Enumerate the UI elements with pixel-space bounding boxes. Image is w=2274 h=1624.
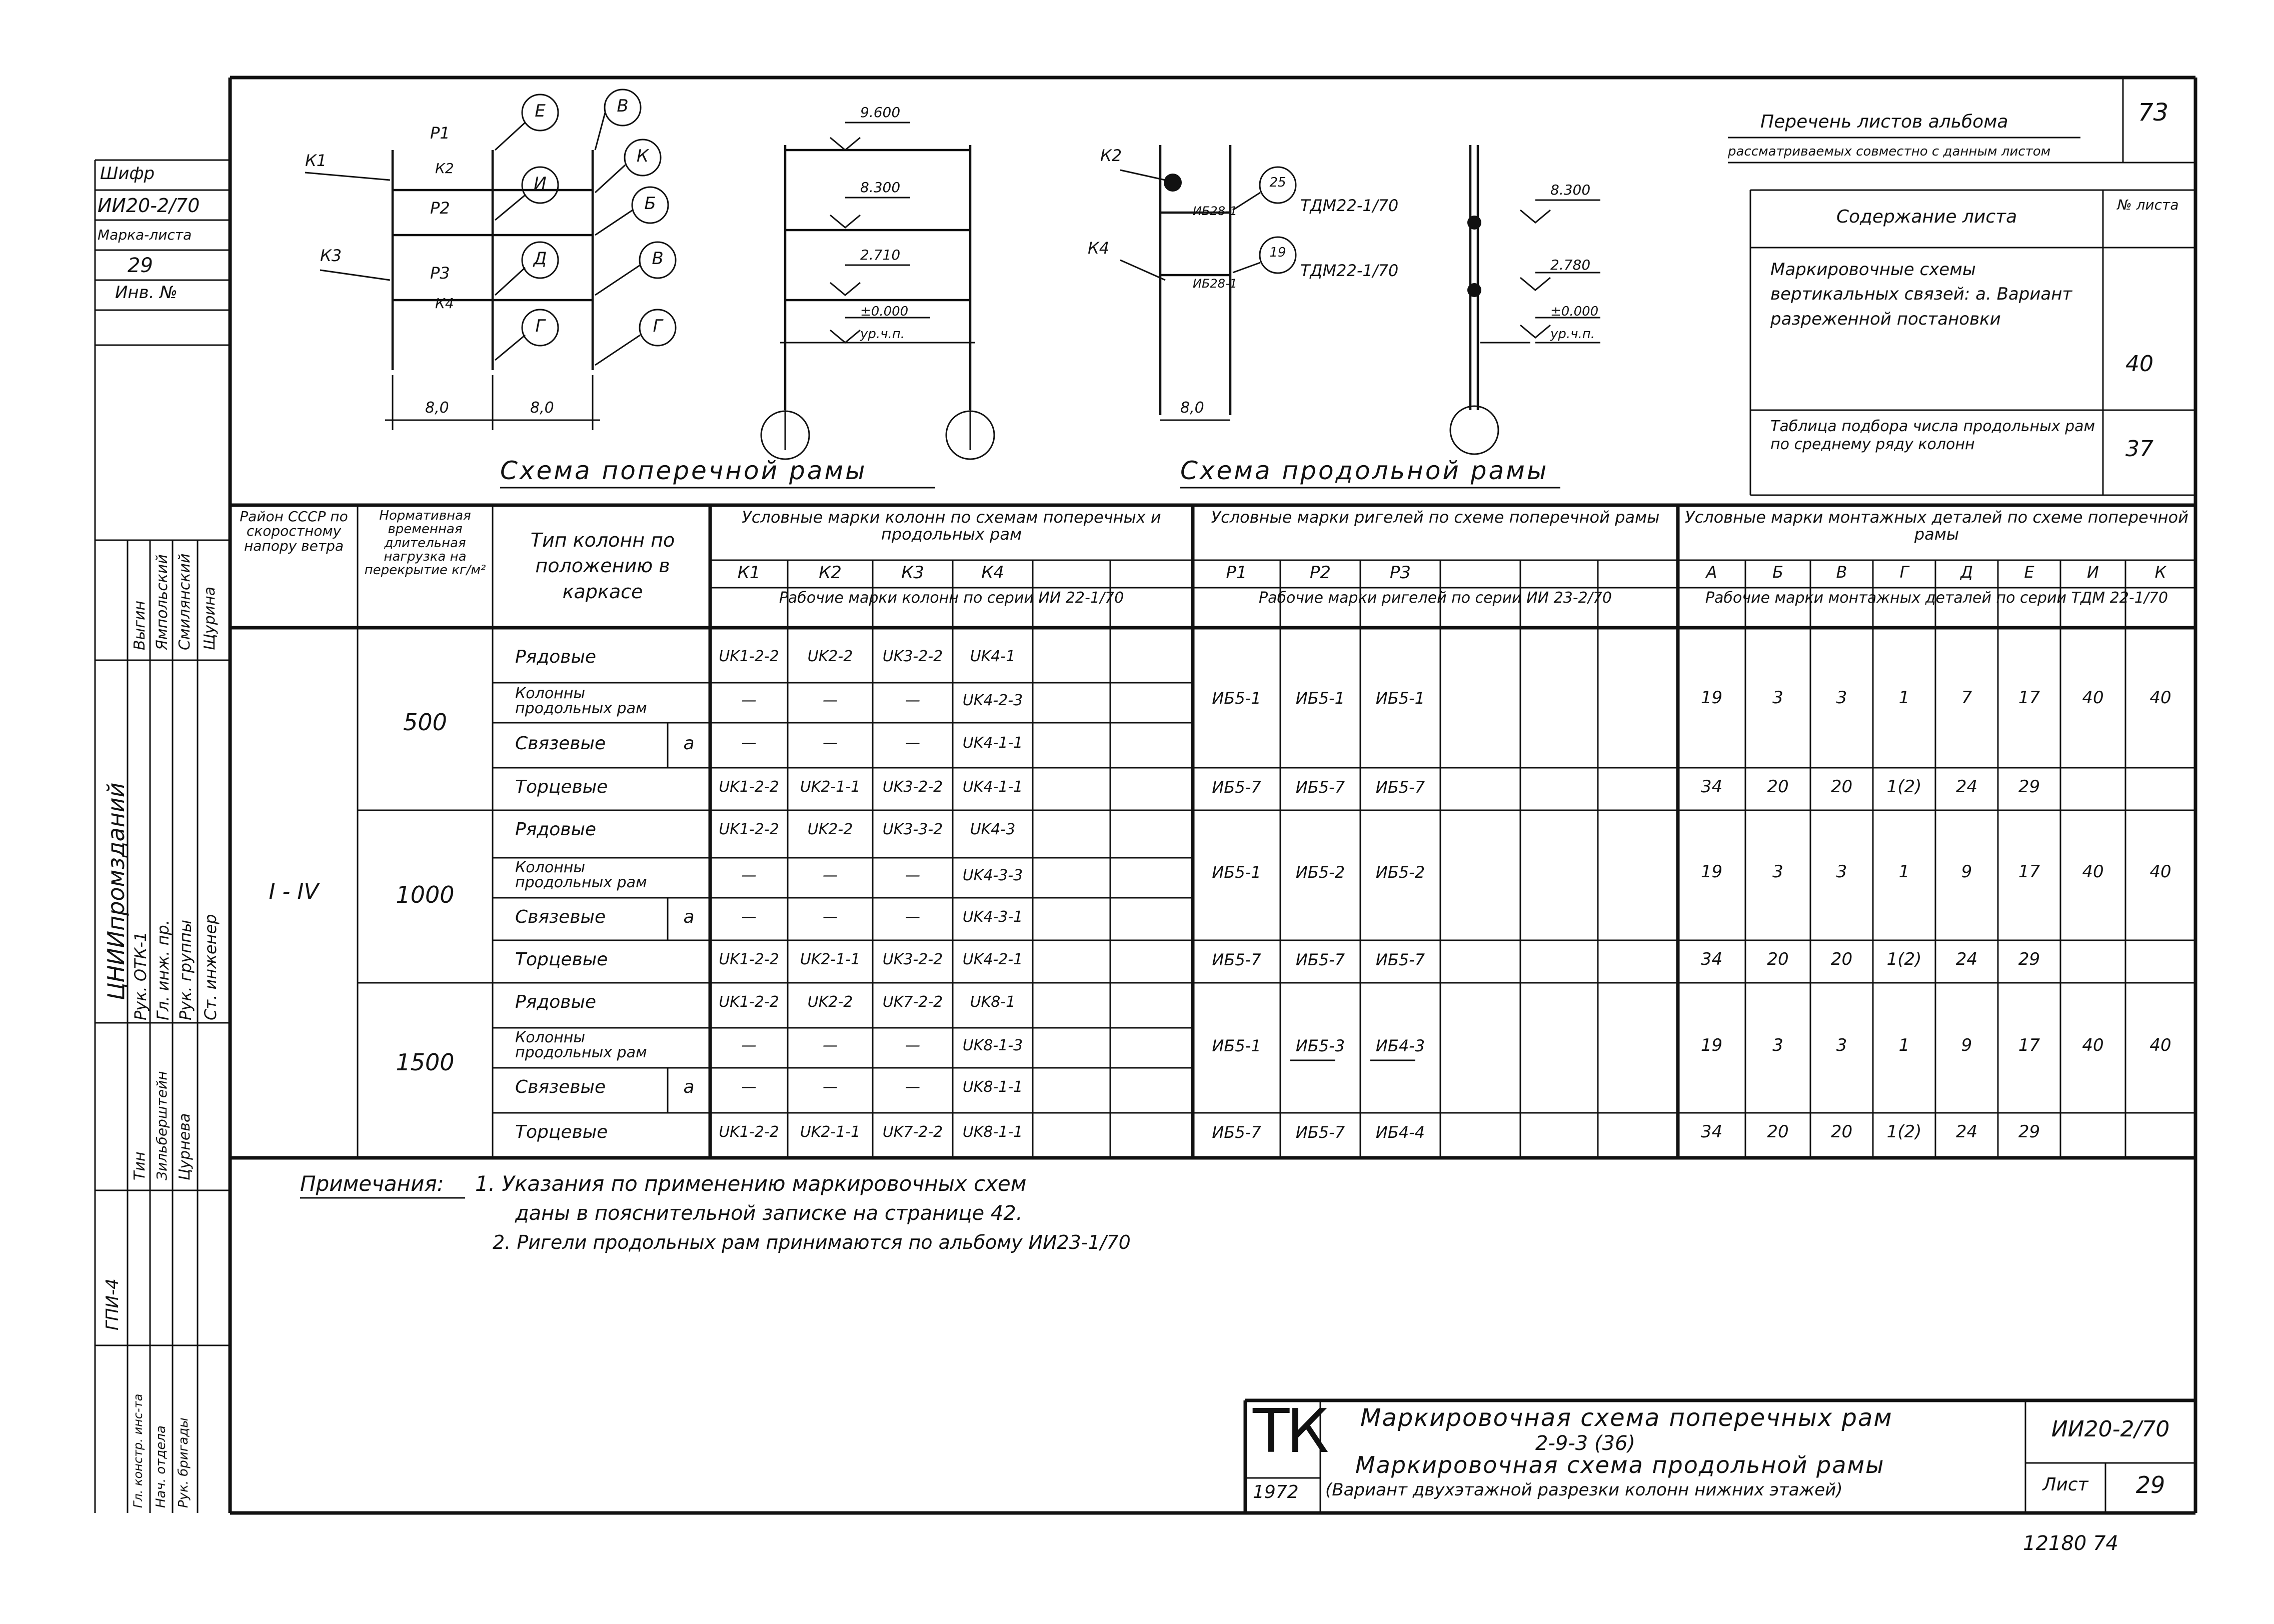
stamp-role-4: Ст. инженер: [201, 914, 220, 1020]
circle-label-v1: В: [617, 96, 629, 116]
cell: ИБ5-7: [1375, 778, 1425, 797]
bottom-note: 12180 74: [2023, 1532, 2118, 1555]
type-row: Рядовые: [515, 647, 597, 667]
cell: 1: [1898, 1035, 1910, 1055]
cell: UK8-1-3: [962, 1037, 1023, 1054]
label-k1: К1: [305, 151, 327, 170]
cell: UK2-1-1: [800, 951, 861, 968]
long-elev-8300: 8.300: [1550, 182, 1591, 198]
key-k3: К3: [901, 563, 924, 583]
cell: 40: [2082, 688, 2104, 708]
label-long-k4: К4: [1088, 239, 1110, 258]
cell: UK2-2: [807, 648, 853, 665]
key-b: Б: [1772, 563, 1783, 582]
cell: 20: [1767, 1122, 1789, 1142]
cell: UK7-2-2: [882, 1123, 943, 1141]
long-circle-25: 25: [1269, 175, 1286, 190]
type-long: Колонны продольных рам: [515, 1029, 647, 1061]
cell: 20: [1830, 1122, 1853, 1142]
cell: 34: [1700, 1122, 1723, 1142]
cell: ИБ5-1: [1375, 689, 1425, 708]
title-line-3: Маркировочная схема продольной рамы: [1355, 1451, 1885, 1478]
cell: ИБ5-1: [1212, 689, 1261, 708]
cell: 19: [1700, 1035, 1723, 1055]
sheet-list-num-2: 37: [2125, 436, 2153, 462]
key-v: В: [1836, 563, 1847, 582]
th-beam-marks: Условные марки ригелей по схеме поперечной рамы: [1211, 508, 1660, 527]
stamp-role-3: Рук. группы: [176, 919, 195, 1020]
label-span-2: 8,0: [530, 399, 554, 417]
key-p3: Р3: [1389, 563, 1411, 583]
cell: ИБ5-7: [1212, 778, 1261, 797]
cell: —: [823, 1037, 838, 1054]
sheet-list-num-1: 40: [2125, 351, 2153, 377]
cell: 20: [1767, 777, 1789, 797]
cell: UK4-2-1: [962, 951, 1023, 968]
stamp-role3-1: Гл. констр. инс-та: [131, 1393, 145, 1508]
circle-label-b: Б: [644, 194, 656, 214]
cell: UK2-2: [807, 993, 853, 1011]
label-long-k2: К2: [1100, 146, 1122, 165]
cell: 1: [1898, 862, 1910, 882]
cell: 17: [2018, 1035, 2040, 1055]
cell: 40: [2149, 688, 2171, 708]
stamp-marka-value: 29: [128, 254, 153, 277]
type-long: Колонны продольных рам: [515, 685, 647, 717]
cell: UK3-2-2: [882, 648, 943, 665]
note-2: 2. Ригели продольных рам принимаются по альбому ИИ23-1/70: [493, 1231, 1131, 1253]
cell: 17: [2018, 862, 2040, 882]
key-a: А: [1706, 563, 1717, 582]
long-elev-2780: 2.780: [1550, 257, 1591, 273]
circle-label-v2: В: [652, 249, 664, 269]
type-brace-sub: а: [683, 907, 695, 927]
cell: 24: [1955, 1122, 1978, 1142]
cell: —: [741, 867, 757, 884]
cell: UK8-1: [970, 993, 1016, 1011]
cell: 29: [2018, 949, 2040, 969]
sheet-number-top: 73: [2138, 99, 2169, 127]
cell: UK4-1-1: [962, 778, 1023, 796]
title-line-4: (Вариант двухэтажной разрезки колонн нижних этажей): [1325, 1480, 1843, 1500]
stamp-name-1: Выгин: [131, 600, 149, 650]
cell: ИБ5-7: [1375, 950, 1425, 969]
note-1a: 1. Указания по применению маркировочных схем: [475, 1171, 1027, 1196]
circle-label-g: Г: [535, 316, 545, 336]
cell: 29: [2018, 1122, 2040, 1142]
cell: UK7-2-2: [882, 993, 943, 1011]
stamp-name-4: Щурина: [201, 586, 219, 650]
cell: 20: [1767, 949, 1789, 969]
cell: UK2-2: [807, 821, 853, 838]
cell: —: [823, 867, 838, 884]
cell: 1(2): [1886, 777, 1922, 797]
cell: 29: [2018, 777, 2040, 797]
stamp-name-2: Ямпольский: [154, 554, 171, 650]
caption-longitudinal: Схема продольной рамы: [1180, 456, 1549, 485]
th-type: Тип колонн по положению в каркасе: [530, 529, 675, 603]
cell: UK2-1-1: [800, 778, 861, 796]
notes-label: Примечания:: [300, 1171, 444, 1196]
cell: UK4-2-3: [962, 692, 1023, 709]
cell: UK3-3-2: [882, 821, 943, 838]
elev-zero: ±0.000: [860, 304, 909, 319]
cell: UK1-2-2: [719, 1123, 779, 1141]
cell: UK1-2-2: [719, 993, 779, 1011]
cell: 3: [1836, 862, 1847, 882]
stamp-shifr-label: Шифр: [100, 164, 155, 184]
type-brace-sub: а: [683, 733, 695, 754]
elev-8300: 8.300: [860, 179, 901, 196]
cell: 3: [1772, 688, 1783, 708]
stamp-role-1: Рук. ОТК-1: [131, 931, 150, 1020]
cell: —: [741, 692, 757, 709]
th-beam-work: Рабочие марки ригелей по серии ИИ 23-2/70: [1259, 589, 1612, 607]
stamp-role2-1: Тин: [131, 1151, 149, 1180]
th-region: Район СССР по скоростному напору ветра: [240, 508, 348, 554]
stamp-role2-3: Цурнева: [176, 1113, 194, 1180]
cell: 9: [1961, 1035, 1972, 1055]
cell: UK4-1-1: [962, 734, 1023, 752]
transverse-frame-diagram: [305, 90, 676, 430]
section-diagram: [761, 123, 994, 459]
sheet-list-title-1: Перечень листов альбома: [1760, 112, 2008, 132]
type-brace: Связевые: [515, 907, 606, 927]
label-p3: P3: [430, 264, 450, 283]
cell: ИБ5-2: [1295, 863, 1345, 882]
cell: —: [905, 908, 920, 926]
cell: UK8-1-1: [962, 1123, 1023, 1141]
note-1b: даны в пояснительной записке на странице 42.: [515, 1202, 1023, 1225]
cell: —: [905, 1037, 920, 1054]
key-p2: Р2: [1309, 563, 1331, 583]
stamp-role2-2: Зильберштейн: [154, 1071, 170, 1180]
type-long: Колонны продольных рам: [515, 859, 647, 891]
key-k1: К1: [737, 563, 761, 583]
th-col-marks: Условные марки колонн по схемам поперечных и продольных рам: [742, 508, 1161, 544]
cell: UK1-2-2: [719, 648, 779, 665]
cell: 3: [1772, 1035, 1783, 1055]
cell: UK3-2-2: [882, 778, 943, 796]
cell: —: [741, 908, 757, 926]
stamp-name-3: Смилянский: [176, 553, 194, 650]
cell: —: [823, 692, 838, 709]
th-det-marks: Условные марки монтажных деталей по схеме поперечной рамы: [1685, 508, 2188, 544]
type-row: Рядовые: [515, 819, 597, 840]
long-circle-19: 19: [1269, 245, 1286, 260]
cell: 7: [1961, 688, 1972, 708]
type-end: Торцевые: [515, 777, 608, 797]
long-mark-2: ТДМ22-1/70: [1300, 261, 1399, 280]
title-line-2: 2-9-3 (36): [1535, 1432, 1636, 1455]
cell: ИБ4-3: [1375, 1036, 1425, 1055]
cell: 40: [2149, 862, 2171, 882]
circle-label-d: Д: [533, 249, 547, 269]
key-i: И: [2087, 563, 2099, 582]
cell: 17: [2018, 688, 2040, 708]
sheet-list-row-1: Маркировочные схемы вертикальных связей: а. Вариант разреженной постановки: [1770, 260, 2072, 329]
label-span-1: 8,0: [425, 399, 449, 417]
sheet-list-col-num: № листа: [2117, 197, 2179, 213]
cell: —: [823, 908, 838, 926]
cell: —: [741, 1078, 757, 1096]
title-line-1: Маркировочная схема поперечных рам: [1360, 1404, 1893, 1432]
cell: —: [741, 1037, 757, 1054]
cell: 34: [1700, 949, 1723, 969]
cell: 19: [1700, 862, 1723, 882]
label-k3: К3: [320, 246, 342, 265]
key-k: К: [2154, 563, 2166, 582]
cell: —: [905, 692, 920, 709]
type-row: Рядовые: [515, 992, 597, 1012]
cell: —: [823, 1078, 838, 1096]
cell: 40: [2082, 862, 2104, 882]
region-value: I - IV: [269, 879, 319, 904]
caption-transverse: Схема поперечной рамы: [500, 456, 867, 485]
label-long-span: 8,0: [1180, 399, 1204, 417]
label-long-beam-2: ИБ28-1: [1193, 277, 1237, 291]
load-1000: 1000: [396, 881, 455, 908]
long-elev-zero: ±0.000: [1550, 304, 1599, 319]
cell: —: [741, 734, 757, 752]
cell: —: [905, 867, 920, 884]
th-det-work: Рабочие марки монтажных деталей по серии ТДМ 22-1/70: [1705, 589, 2168, 607]
cell: UK2-1-1: [800, 1123, 861, 1141]
title-sheet-value: 29: [2135, 1471, 2165, 1498]
circle-label-i: И: [534, 174, 547, 194]
cell: UK1-2-2: [719, 951, 779, 968]
th-col-work: Рабочие марки колонн по серии ИИ 22-1/70: [779, 589, 1124, 607]
cell: UK1-2-2: [719, 821, 779, 838]
stamp-org: ЦНИИпромзданий: [103, 782, 130, 1000]
key-e: Е: [2024, 563, 2034, 582]
cell: 24: [1955, 777, 1978, 797]
long-elev-floor: ур.ч.п.: [1550, 327, 1595, 342]
cell: ИБ5-1: [1212, 863, 1261, 882]
cell: UK8-1-1: [962, 1078, 1023, 1096]
cell: ИБ5-7: [1212, 1123, 1261, 1142]
cell: 1(2): [1886, 949, 1922, 969]
type-end: Торцевые: [515, 949, 608, 970]
stamp-role-2: Гл. инж. пр.: [154, 920, 173, 1020]
stamp-marka-label: Марка-листа: [98, 227, 192, 243]
elev-2710: 2.710: [860, 247, 901, 263]
key-k4: К4: [981, 563, 1004, 583]
cell: ИБ5-7: [1295, 1123, 1345, 1142]
cell: 9: [1961, 862, 1972, 882]
cell: 3: [1772, 862, 1783, 882]
title-tk: ТК: [1253, 1397, 1326, 1466]
cell: 1: [1898, 688, 1910, 708]
elev-floor: ур.ч.п.: [860, 327, 905, 342]
cell: UK1-2-2: [719, 778, 779, 796]
cell: ИБ5-1: [1295, 689, 1345, 708]
key-p1: Р1: [1226, 563, 1247, 583]
cell: 1(2): [1886, 1122, 1922, 1142]
cell: UK4-1: [970, 648, 1016, 665]
sheet-list-title-2: рассматриваемых совместно с данным листом: [1728, 144, 2051, 159]
cell: ИБ5-1: [1212, 1036, 1261, 1055]
cell: ИБ5-2: [1375, 863, 1425, 882]
load-1500: 1500: [396, 1049, 455, 1076]
long-mark-1: ТДМ22-1/70: [1300, 196, 1399, 215]
cell: ИБ5-7: [1295, 950, 1345, 969]
type-brace-sub: а: [683, 1077, 695, 1097]
cell: 40: [2082, 1035, 2104, 1055]
stamp-role3-2: Нач. отдела: [154, 1425, 169, 1508]
cell: —: [905, 1078, 920, 1096]
cell: ИБ5-3: [1295, 1036, 1345, 1055]
stamp-shifr-value: ИИ20-2/70: [98, 195, 200, 217]
title-sheet-label: Лист: [2042, 1474, 2088, 1495]
cell: ИБ5-7: [1212, 950, 1261, 969]
cell: 3: [1836, 688, 1847, 708]
label-long-beam-1: ИБ28-1: [1193, 204, 1237, 218]
sheet-list-row-2: Таблица подбора числа продольных рам по среднему ряду колонн: [1770, 418, 2095, 453]
type-end: Торцевые: [515, 1122, 608, 1142]
stamp-inv-label: Инв. №: [115, 283, 178, 303]
stamp-org2: ГПИ-4: [103, 1278, 123, 1330]
cell: 19: [1700, 688, 1723, 708]
cell: UK4-3-3: [962, 867, 1023, 884]
key-g: Г: [1899, 563, 1909, 582]
title-year: 1972: [1253, 1482, 1299, 1502]
sheet-list-col-content: Содержание листа: [1836, 207, 2017, 227]
circle-label-k: К: [636, 146, 649, 166]
th-load: Нормативная временная длительная нагрузка на перекрытие кг/м²: [364, 508, 486, 578]
cell: —: [905, 734, 920, 752]
cell: 40: [2149, 1035, 2171, 1055]
label-k2: К2: [435, 160, 454, 177]
label-p1: P1: [430, 124, 450, 143]
circle-label-g2: Г: [653, 316, 663, 336]
cell: 3: [1836, 1035, 1847, 1055]
elev-9600: 9.600: [860, 104, 901, 121]
cell: —: [823, 734, 838, 752]
label-k4: К4: [435, 295, 454, 312]
load-500: 500: [403, 709, 447, 736]
cell: 34: [1700, 777, 1723, 797]
cell: UK3-2-2: [882, 951, 943, 968]
cell: ИБ4-4: [1375, 1123, 1425, 1142]
circle-label-e: Е: [535, 101, 546, 121]
title-code: ИИ20-2/70: [2051, 1416, 2170, 1442]
cell: UK4-3: [970, 821, 1016, 838]
label-p2: P2: [430, 199, 450, 218]
cell: 24: [1955, 949, 1978, 969]
type-brace: Связевые: [515, 1077, 606, 1097]
cell: ИБ5-7: [1295, 778, 1345, 797]
cell: UK4-3-1: [962, 908, 1023, 926]
stamp-role3-3: Рук. бригады: [176, 1417, 191, 1508]
cell: 20: [1830, 949, 1853, 969]
type-brace: Связевые: [515, 733, 606, 754]
key-k2: К2: [819, 563, 842, 583]
cell: 20: [1830, 777, 1853, 797]
key-d: Д: [1960, 563, 1973, 582]
